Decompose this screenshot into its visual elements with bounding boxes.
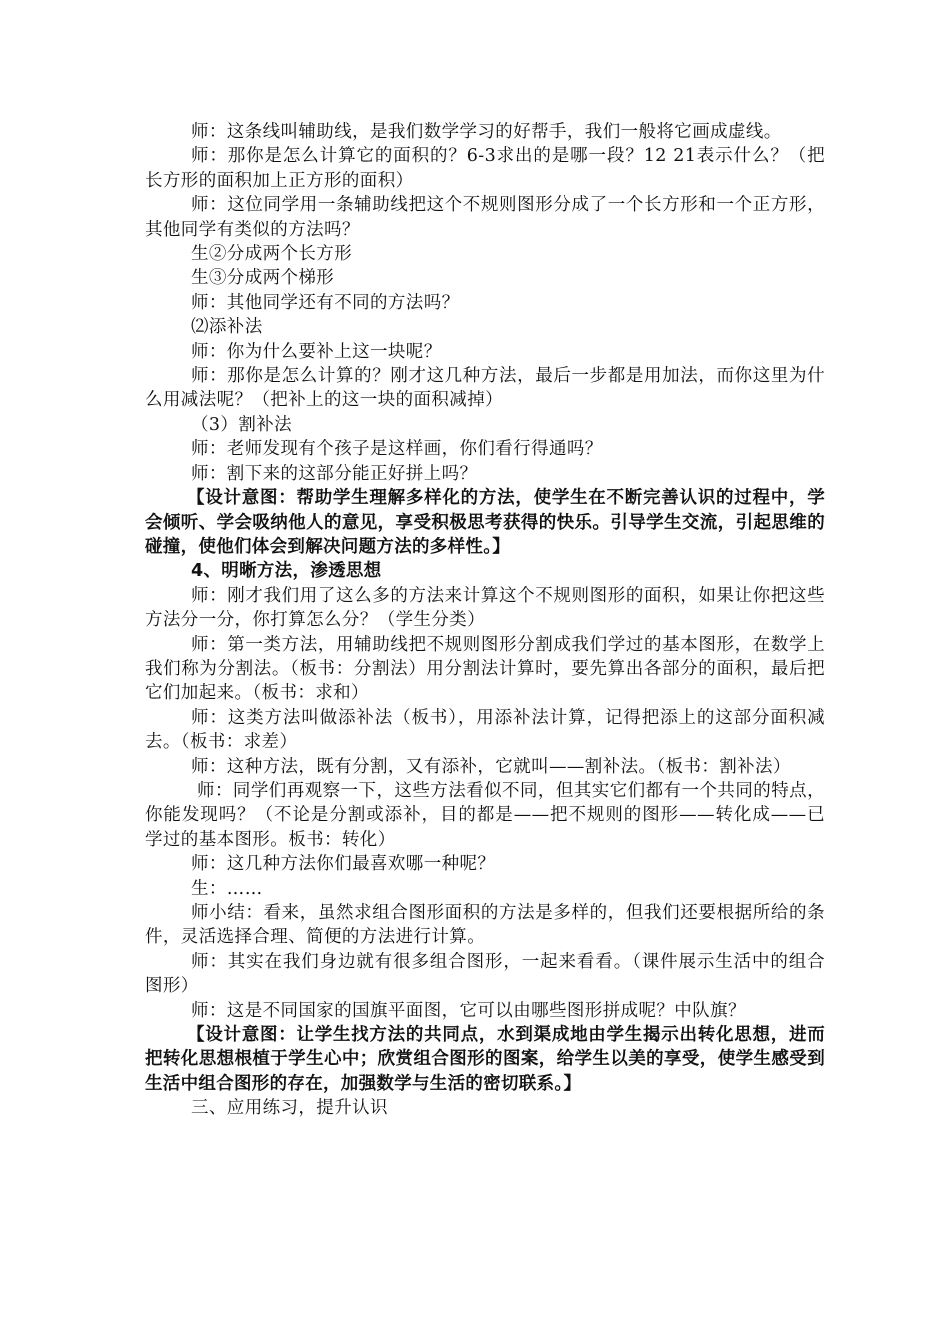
heading-cut-fill-method: （3）割补法 [191, 414, 293, 435]
paragraph-teacher-area-question: 师：那你是怎么计算它的面积的？6-3求出的是哪一段？12 21表示什么？（把长方形的面积加上正方形的面积） [145, 146, 825, 191]
paragraph-student-answer: 生：…… [191, 878, 263, 899]
paragraph-teacher-subtraction: 师：那你是怎么计算的？刚才这几种方法，最后一步都是用加法，而你这里为什么用减法呢？（把补上的这一块的面积减掉） [145, 366, 825, 411]
paragraph-teacher-cut-fill-method: 师：这种方法，既有分割，又有添补，它就叫——割补法。（板书：割补法） [191, 756, 791, 777]
paragraph-student-two-trapezoids: 生③分成两个梯形 [191, 268, 335, 289]
paragraph-teacher-fill-method: 师：这类方法叫做添补法（板书），用添补法计算，记得把添上的这部分面积减去。（板书：求差） [145, 707, 825, 753]
paragraph-teacher-classify: 师：刚才我们用了这么多的方法来计算这个不规则图形的面积，如果让你把这些方法分一分，你打算怎么分？（学生分类） [145, 585, 825, 631]
paragraph-teacher-summary: 师小结：看来，虽然求组合图形面积的方法是多样的，但我们还要根据所给的条件，灵活选择合理、简便的方法进行计算。 [145, 903, 825, 948]
section-heading-clarify-methods: 4、明晰方法，渗透思想 [191, 561, 382, 582]
paragraph-teacher-auxiliary-line: 师：这条线叫辅助线，是我们数学学习的好帮手，我们一般将它画成虚线。 [191, 122, 782, 142]
paragraph-student-two-rectangles: 生②分成两个长方形 [191, 244, 353, 265]
paragraph-teacher-split-shape: 师：这位同学用一条辅助线把这个不规则图形分成了一个长方形和一个正方形，其他同学有类似的方法吗？ [145, 195, 825, 240]
design-intent-note-1: 【设计意图：帮助学生理解多样化的方法，使学生在不断完善认识的过程中，学会倾听、学会吸纳他人的意见，享受积极思考获得的快乐。引导学生交流，引起思维的碰撞，使他们体会到解决问题方法的多样性。】 [145, 488, 825, 557]
section-heading-practice: 三、应用练习，提升认识 [191, 1098, 388, 1119]
design-intent-note-2: 【设计意图：让学生找方法的共同点，水到渠成地由学生揭示出转化思想，进而把转化思想根植于学生心中；欣赏组合图形的图案，给学生以美的享受，使学生感受到生活中组合图形的存在，加强数学与生活的密切联系。】 [145, 1025, 825, 1094]
paragraph-teacher-other-methods: 师：其他同学还有不同的方法吗？ [191, 292, 460, 313]
document-page [145, 120, 825, 1121]
paragraph-teacher-fit-piece: 师：割下来的这部分能正好拼上吗？ [191, 463, 478, 484]
paragraph-teacher-favorite-method: 师：这几种方法你们最喜欢哪一种呢？ [191, 854, 496, 875]
paragraph-teacher-child-drawing: 师：老师发现有个孩子是这样画，你们看行得通吗？ [191, 439, 603, 460]
paragraph-teacher-life-shapes: 师：其实在我们身边就有很多组合图形，一起来看看。（课件展示生活中的组合图形） [145, 951, 825, 997]
heading-fill-method: ⑵添补法 [191, 317, 263, 338]
paragraph-teacher-split-method: 师：第一类方法，用辅助线把不规则图形分割成我们学过的基本图形，在数学上我们称为分割法。（板书：分割法）用分割法计算时，要先算出各部分的面积，最后把它们加起来。（板书：求和） [145, 634, 825, 704]
paragraph-teacher-why-fill: 师：你为什么要补上这一块呢？ [191, 341, 442, 362]
paragraph-teacher-common-feature: 师：同学们再观察一下，这些方法看似不同，但其实它们都有一个共同的特点，你能发现吗？（不论是分割或添补，目的都是——把不规则的图形——转化成——已学过的基本图形。板书：转化） [145, 780, 825, 850]
paragraph-teacher-flags: 师：这是不同国家的国旗平面图，它可以由哪些图形拼成呢？中队旗？ [191, 1000, 746, 1021]
